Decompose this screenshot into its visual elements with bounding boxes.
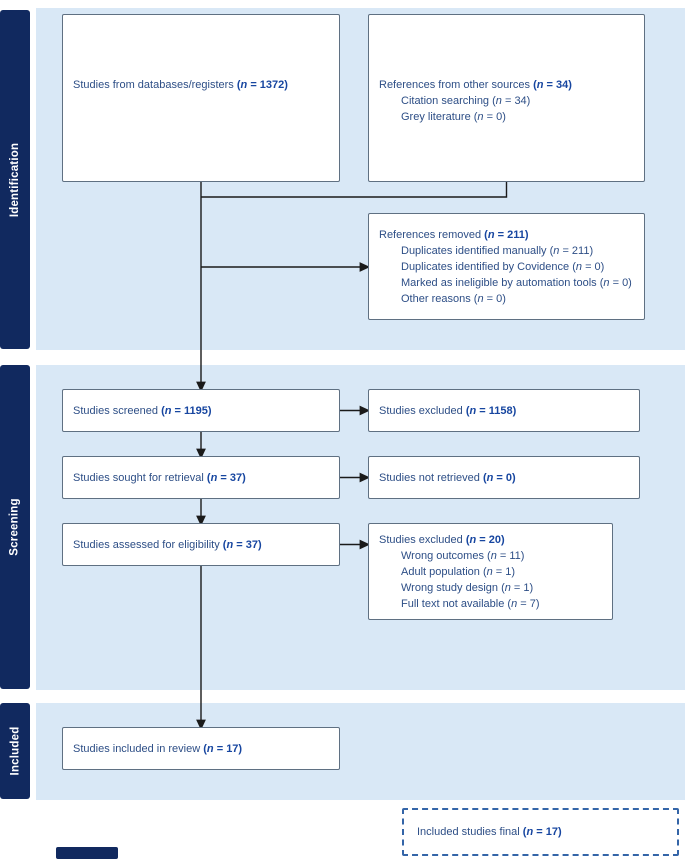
box-item: Wrong outcomes (n = 11) [401,549,525,562]
section-label-text: Included [9,726,22,776]
box-included-final [402,808,679,856]
box-title: Studies included in review (n = 17) [73,742,243,755]
box-assessed-eligibility [62,523,340,566]
box-item: Wrong study design (n = 1) [401,581,534,594]
box-other-sources [368,14,645,182]
box-title: References from other sources (n = 34) [379,79,572,91]
box-title: References removed (n = 211) [379,228,529,241]
box-item: Adult population (n = 1) [401,565,516,578]
box-studies-screened [62,389,340,432]
section-label-screening [0,365,30,689]
box-title: Studies excluded (n = 20) [379,533,505,546]
section-label-identification [0,10,30,349]
box-title: Studies not retrieved (n = 0) [379,471,516,484]
box-excluded-eligibility [368,523,613,620]
box-item: Full text not available (n = 7) [401,597,540,610]
box-references-removed [368,213,645,320]
box-databases-registers [62,14,340,182]
box-item: Grey literature (n = 0) [401,111,506,123]
box-title: Included studies final (n = 17) [417,826,562,838]
cropped-box-fragment [56,847,118,859]
box-title: Studies excluded (n = 1158) [379,404,517,417]
box-item: Marked as ineligible by automation tools (n = 0) [401,276,632,289]
box-studies-excluded-screening [368,389,640,432]
box-item: Citation searching (n = 34) [401,95,531,107]
box-included-review [62,727,340,770]
box-item: Other reasons (n = 0) [401,292,506,305]
box-title: Studies screened (n = 1195) [73,404,212,417]
section-label-text: Identification [9,142,22,217]
box-title: Studies from databases/registers (n = 1372) [73,79,288,91]
box-sought-retrieval [62,456,340,499]
box-item: Duplicates identified manually (n = 211) [401,244,594,257]
box-title: Studies assessed for eligibility (n = 37) [73,538,262,551]
section-label-included [0,703,30,799]
box-item: Duplicates identified by Covidence (n = 0) [401,260,605,273]
box-not-retrieved [368,456,640,499]
section-label-text: Screening [9,498,21,556]
box-title: Studies sought for retrieval (n = 37) [73,471,246,484]
